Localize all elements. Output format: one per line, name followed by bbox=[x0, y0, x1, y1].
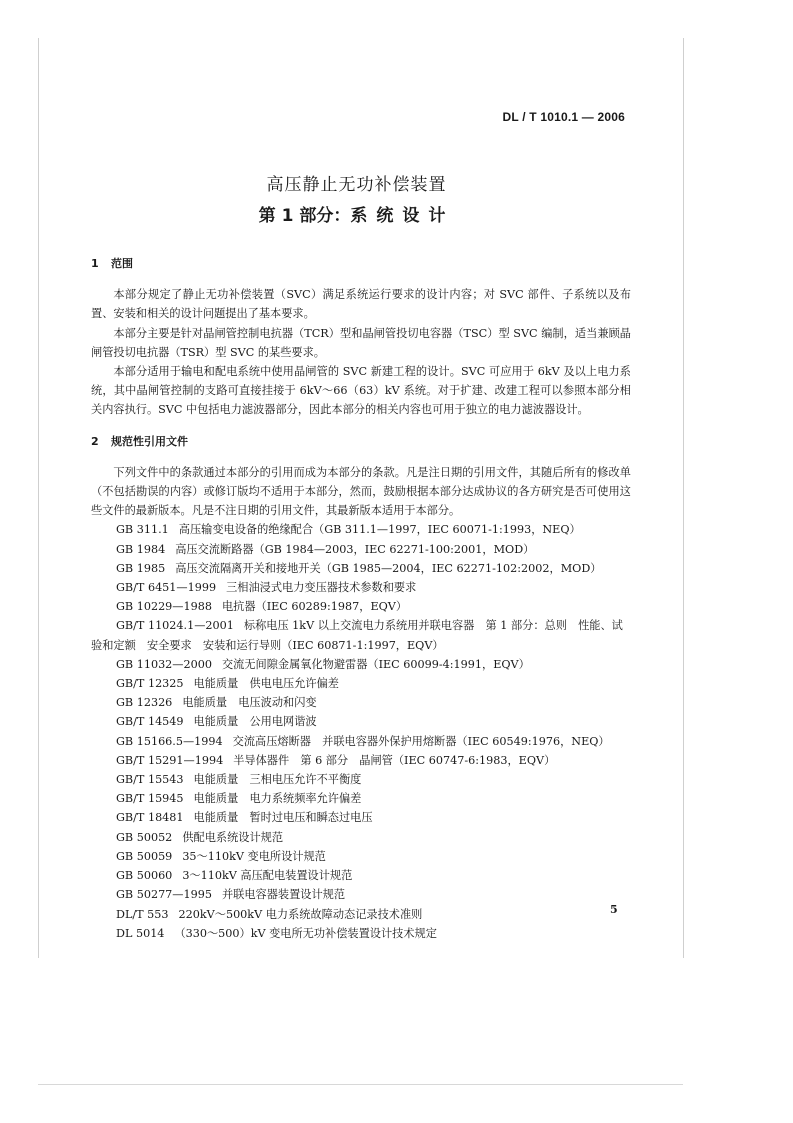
reference-title: 半导体器件 第 6 部分 晶闸管（IEC 60747-6:1983，EQV） bbox=[233, 753, 556, 767]
reference-item bbox=[91, 674, 631, 693]
reference-item bbox=[91, 789, 631, 808]
reference-code: GB/T 6451—1999 bbox=[116, 581, 217, 595]
reference-item bbox=[91, 866, 631, 885]
subtitle-prefix: 第 1 部分： bbox=[258, 206, 351, 226]
reference-code: GB/T 14549 bbox=[116, 715, 184, 729]
reference-title: 高压交流隔离开关和接地开关（GB 1985—2004，IEC 62271-102:2002，MOD） bbox=[175, 561, 602, 575]
reference-code: GB/T 11024.1—2001 bbox=[116, 619, 234, 633]
reference-code: GB 50277—1995 bbox=[116, 888, 212, 902]
reference-title: 电能质量 电压波动和闪变 bbox=[182, 696, 317, 710]
reference-item bbox=[91, 924, 631, 943]
reference-title: 供配电系统设计规范 bbox=[182, 830, 284, 844]
reference-item bbox=[91, 597, 631, 616]
paragraph: 本部分规定了静止无功补偿装置（SVC）满足系统运行要求的设计内容；对 SVC 部件、子系统以及布置、安装和相关的设计问题提出了基本要求。 bbox=[91, 288, 631, 321]
reference-title: 高压交流断路器（GB 1984—2003，IEC 62271-100:2001，MOD） bbox=[175, 542, 535, 556]
reference-item bbox=[91, 905, 631, 924]
reference-title: （330～500）kV 变电所无功补偿装置设计技术规定 bbox=[174, 926, 437, 940]
reference-item bbox=[91, 847, 631, 866]
reference-item bbox=[91, 520, 631, 539]
reference-item bbox=[91, 655, 631, 674]
reference-item bbox=[91, 885, 631, 904]
reference-item bbox=[91, 540, 631, 559]
reference-code: GB 12326 bbox=[116, 696, 173, 710]
reference-title: 标称电压 1kV 以上交流电力系统用并联电容器 第 1 部分：总则 性能、试 bbox=[243, 619, 623, 633]
reference-title: 电能质量 三相电压允许不平衡度 bbox=[193, 773, 362, 787]
reference-code: GB/T 12325 bbox=[116, 677, 184, 691]
reference-code: GB 1984 bbox=[116, 542, 166, 556]
reference-title: 电能质量 供电电压允许偏差 bbox=[193, 677, 339, 691]
reference-title: 电能质量 公用电网谐波 bbox=[193, 715, 317, 729]
reference-item bbox=[91, 616, 631, 654]
reference-item bbox=[91, 559, 631, 578]
reference-code: GB 311.1 bbox=[116, 523, 169, 537]
reference-item bbox=[91, 732, 631, 751]
reference-code: DL/T 553 bbox=[116, 907, 169, 921]
reference-code: GB 50060 bbox=[116, 869, 173, 883]
reference-item bbox=[91, 751, 631, 770]
reference-title: 3～110kV 高压配电装置设计规范 bbox=[182, 869, 353, 883]
reference-code: GB/T 15291—1994 bbox=[116, 753, 224, 767]
reference-item bbox=[91, 770, 631, 789]
reference-code: GB 1985 bbox=[116, 561, 166, 575]
page-number: 5 bbox=[610, 903, 618, 916]
paragraph: 本部分适用于输电和配电系统中使用晶闸管的 SVC 新建工程的设计。SVC 可应用于 6kV 及以上电力系统，其中晶闸管控制的支路可直接挂接于 6kV～66（63）kV 系统。对于扩建、改建工程可以参照本部分相关内容执行。SVC 中包括电力滤波器部分，因此本部分的相关内容也可用于独立的电力滤波器设计。 bbox=[91, 365, 631, 417]
reference-title: 交流高压熔断器 并联电容器外保护用熔断器（IEC 60549:1976，NEQ） bbox=[232, 734, 610, 748]
paragraph: 本部分主要是针对晶闸管控制电抗器（TCR）型和晶闸管投切电容器（TSC）型 SVC 编制，适当兼顾晶闸管投切电抗器（TSR）型 SVC 的某些要求。 bbox=[91, 326, 631, 359]
reference-code: GB/T 15945 bbox=[116, 792, 184, 806]
reference-code: GB 10229—1988 bbox=[116, 600, 212, 614]
reference-title: 220kV～500kV 电力系统故障动态记录技术准则 bbox=[178, 907, 423, 921]
reference-code: GB 50052 bbox=[116, 830, 173, 844]
reference-title: 电能质量 电力系统频率允许偏差 bbox=[193, 792, 362, 806]
reference-item bbox=[91, 578, 631, 597]
section-heading-scope bbox=[91, 254, 631, 273]
reference-code: GB 50059 bbox=[116, 849, 173, 863]
section-number: 1 bbox=[91, 257, 99, 270]
reference-item bbox=[91, 712, 631, 731]
subtitle-text: 系统设计 bbox=[350, 206, 455, 226]
reference-title: 三相油浸式电力变压器技术参数和要求 bbox=[226, 581, 417, 595]
reference-title: 电抗器（IEC 60289:1987，EQV） bbox=[221, 600, 408, 614]
reference-title: 并联电容器装置设计规范 bbox=[221, 888, 346, 902]
document-body bbox=[91, 254, 631, 943]
reference-title: 交流无间隙金属氧化物避雷器（IEC 60099-4:1991，EQV） bbox=[221, 657, 530, 671]
document-title: 高压静止无功补偿装置 bbox=[266, 175, 447, 195]
reference-title: 35～110kV 变电所设计规范 bbox=[182, 849, 326, 863]
reference-code: GB 11032—2000 bbox=[116, 657, 212, 671]
reference-item bbox=[91, 828, 631, 847]
section-title: 范围 bbox=[111, 257, 133, 270]
page-border-bottom bbox=[38, 1084, 683, 1085]
standard-code: DL / T 1010.1 — 2006 bbox=[502, 110, 625, 124]
section-number: 2 bbox=[91, 434, 99, 448]
section-heading-normative-references bbox=[91, 432, 631, 451]
reference-code: DL 5014 bbox=[116, 926, 165, 940]
reference-item bbox=[91, 693, 631, 712]
reference-title: 高压输变电设备的绝缘配合（GB 311.1—1997，IEC 60071-1:1993，NEQ） bbox=[178, 523, 581, 537]
reference-item bbox=[91, 808, 631, 827]
section-title: 规范性引用文件 bbox=[111, 434, 188, 448]
paragraph: 下列文件中的条款通过本部分的引用而成为本部分的条款。凡是注日期的引用文件，其随后所有的修改单（不包括勘误的内容）或修订版均不适用于本部分，然而，鼓励根据本部分达成协议的各方研究是否可使用这些文件的最新版本。凡是不注日期的引用文件，其最新版本适用于本部分。 bbox=[91, 465, 631, 518]
reference-code: GB/T 15543 bbox=[116, 773, 184, 787]
reference-title: 电能质量 暂时过电压和瞬态过电压 bbox=[193, 811, 373, 825]
reference-title-continuation: 验和定额 安全要求 安装和运行导则（IEC 60871-1:1997，EQV） bbox=[91, 638, 444, 652]
document-subtitle bbox=[0, 201, 713, 226]
reference-code: GB 15166.5—1994 bbox=[116, 734, 223, 748]
reference-code: GB/T 18481 bbox=[116, 811, 184, 825]
